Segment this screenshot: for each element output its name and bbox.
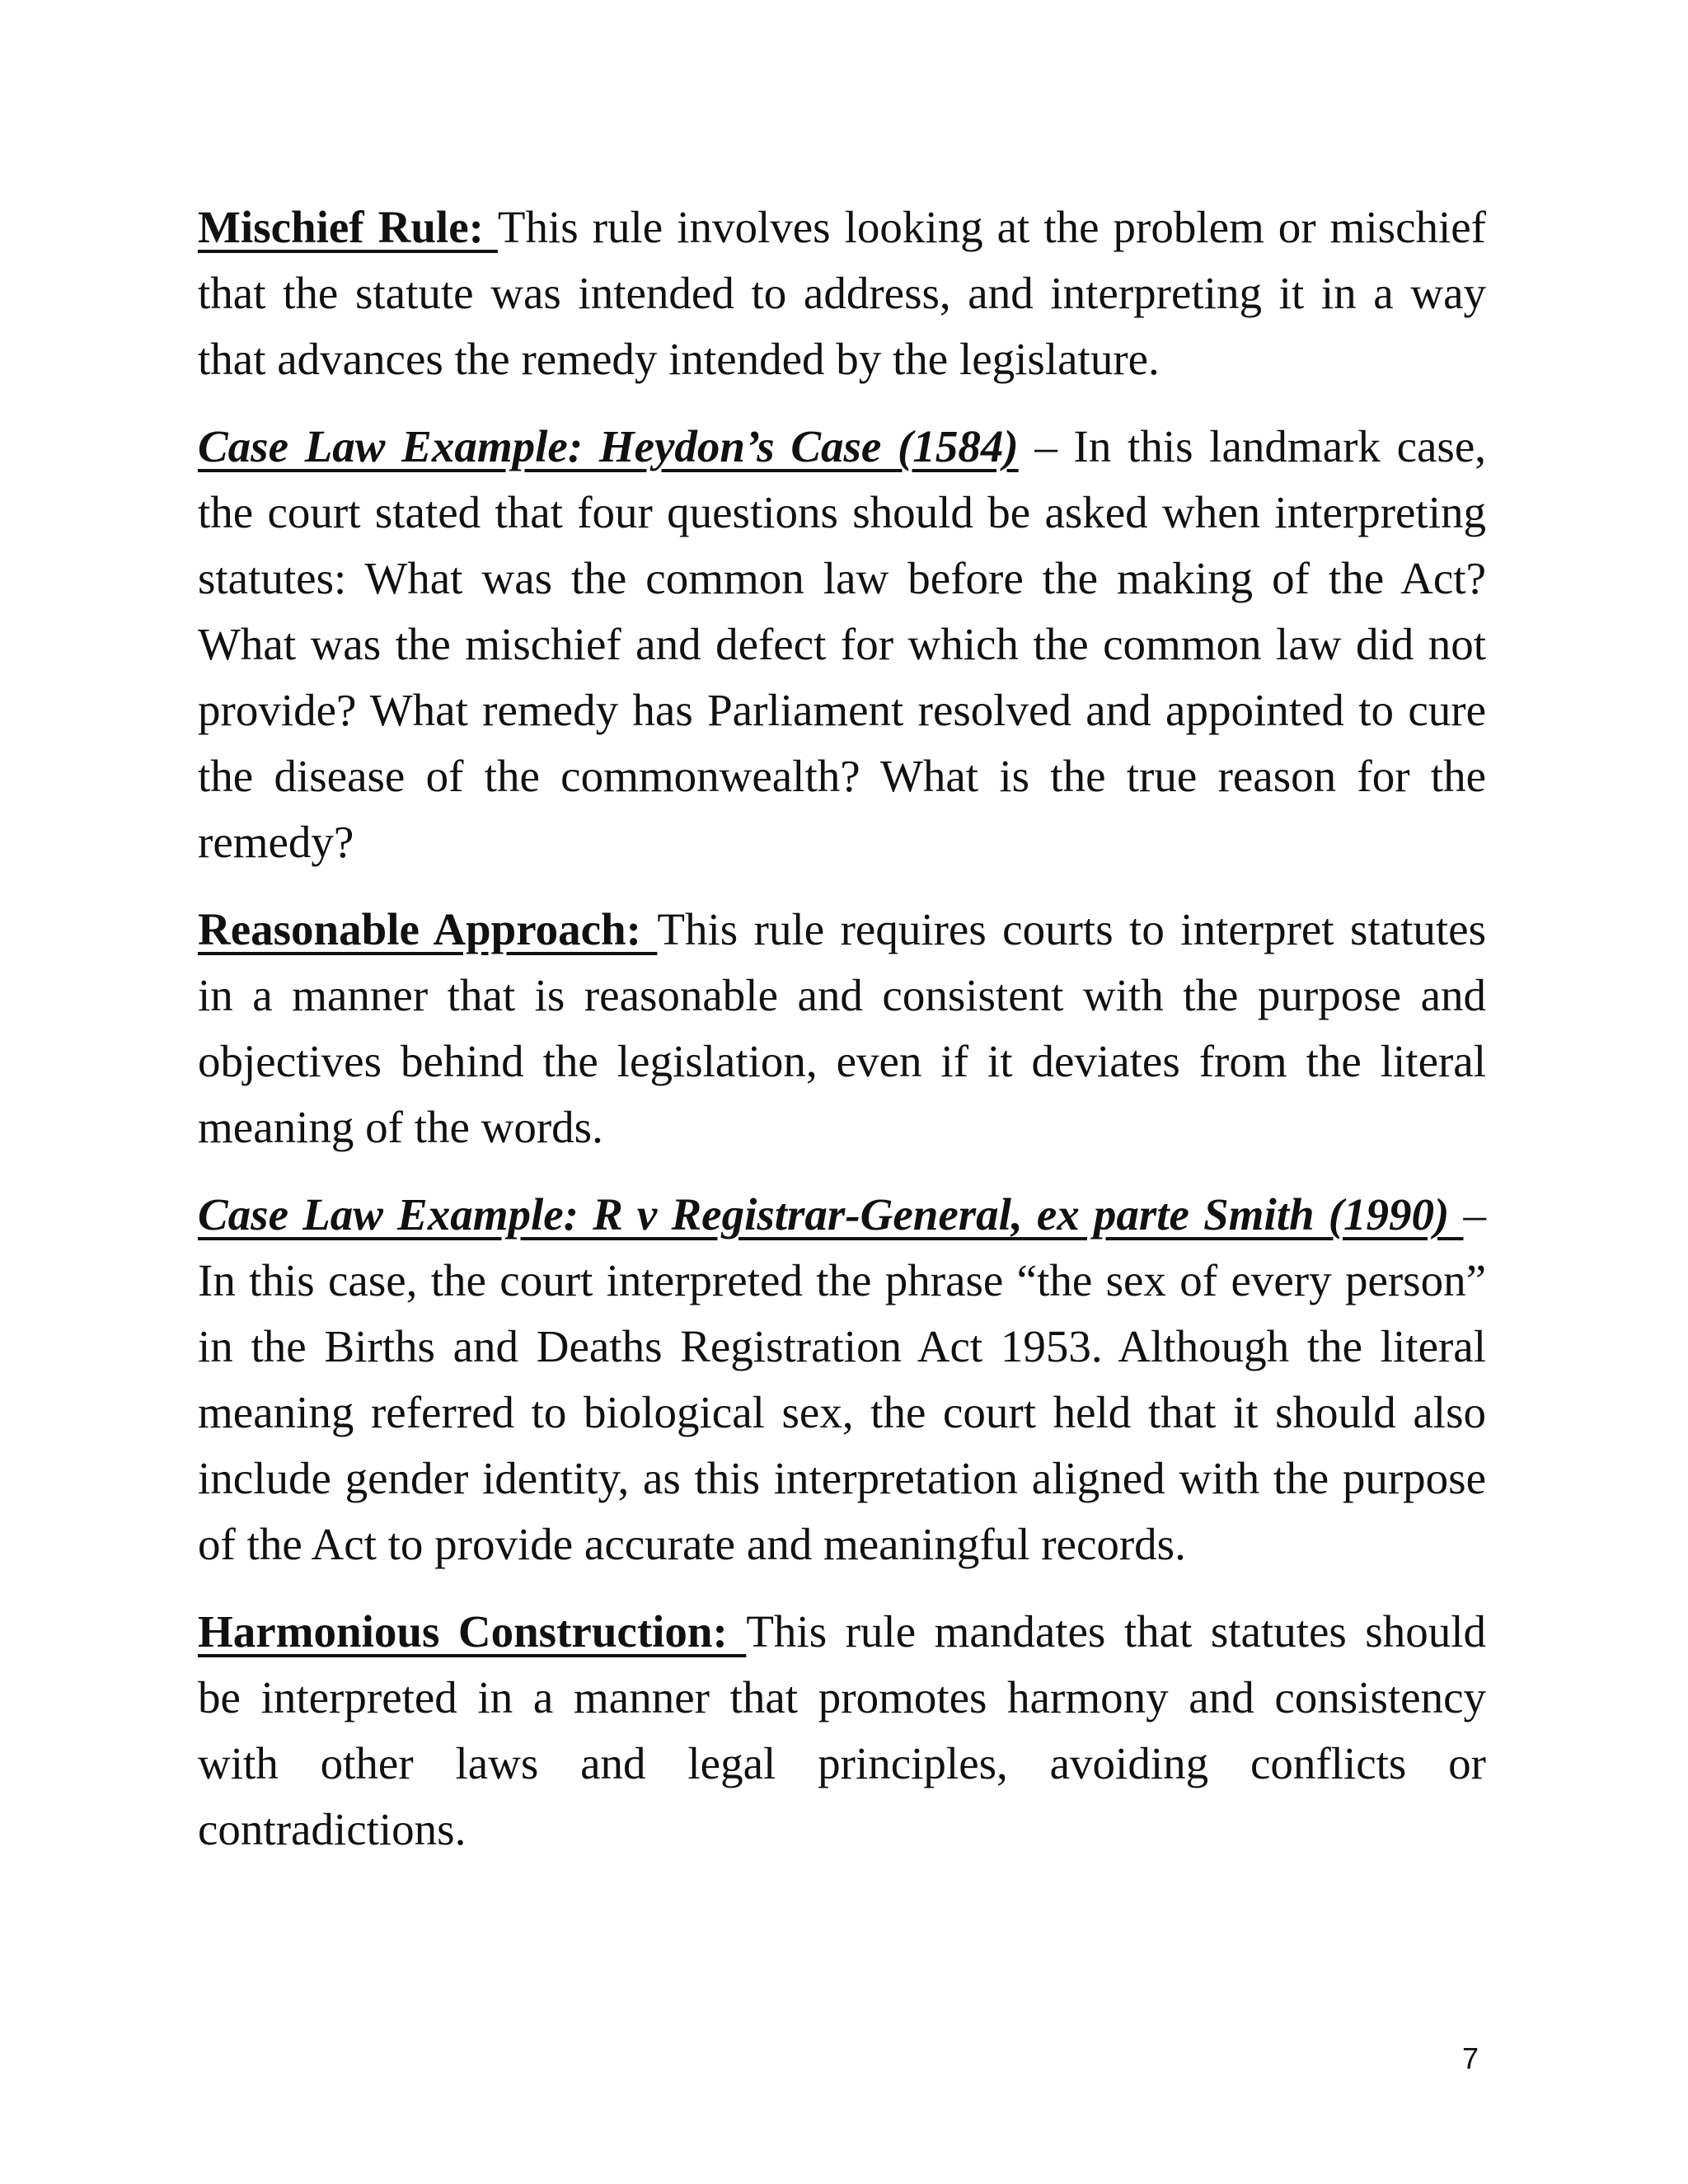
paragraph-heydons-case — [198, 414, 1486, 875]
body-text: This rule requires courts to interpret statutes in a manner that is reasonable and consistent with the purpose and objectives behind the legislation, even if it deviates from the literal meaning of the words. — [198, 904, 1487, 1152]
heading-reasonable-approach: Reasonable Approach: — [198, 904, 658, 954]
body-text: – In this case, the court interpreted the phrase “the sex of every person” in the Births and Deaths Registration Act 1953. Although the literal meaning referred to biological sex, the court held that it should also include gender identity, as this interpretation aligned with the purpose of the Act to provide accurate and meaningful records. — [198, 1189, 1486, 1569]
heading-harmonious-construction: Harmonious Construction: — [198, 1606, 747, 1657]
case-heading-heydons-case: Case Law Example: Heydon’s Case (1584) — [198, 421, 1019, 471]
heading-mischief-rule: Mischief Rule: — [198, 202, 498, 252]
body-text: This rule mandates that statutes should be interpreted in a manner that promotes harmony and consistency with other laws and legal principles, avoiding conflicts or contradictions. — [198, 1606, 1486, 1854]
paragraph-reasonable-approach — [198, 897, 1486, 1160]
page-content — [198, 194, 1486, 1884]
paragraph-mischief-rule — [198, 194, 1486, 392]
paragraph-harmonious-construction — [198, 1599, 1486, 1863]
case-heading-registrar-general: Case Law Example: R v Registrar-General, ex parte Smith (1990) — [198, 1189, 1464, 1240]
body-text: – In this landmark case, the court stated that four questions should be asked when interpreting statutes: What was the common law before the making of the Act? What was the mischief and defect for which the common law did not provide? What remedy has Parliament resolved and appointed to cure the disease of the commonwealth? What is the true reason for the remedy? — [198, 421, 1486, 867]
page-number: 7 — [1461, 2041, 1479, 2075]
paragraph-registrar-general — [198, 1182, 1486, 1577]
body-text: This rule involves looking at the problem or mischief that the statute was intended to address, and interpreting it in a way that advances the remedy intended by the legislature. — [198, 202, 1486, 384]
